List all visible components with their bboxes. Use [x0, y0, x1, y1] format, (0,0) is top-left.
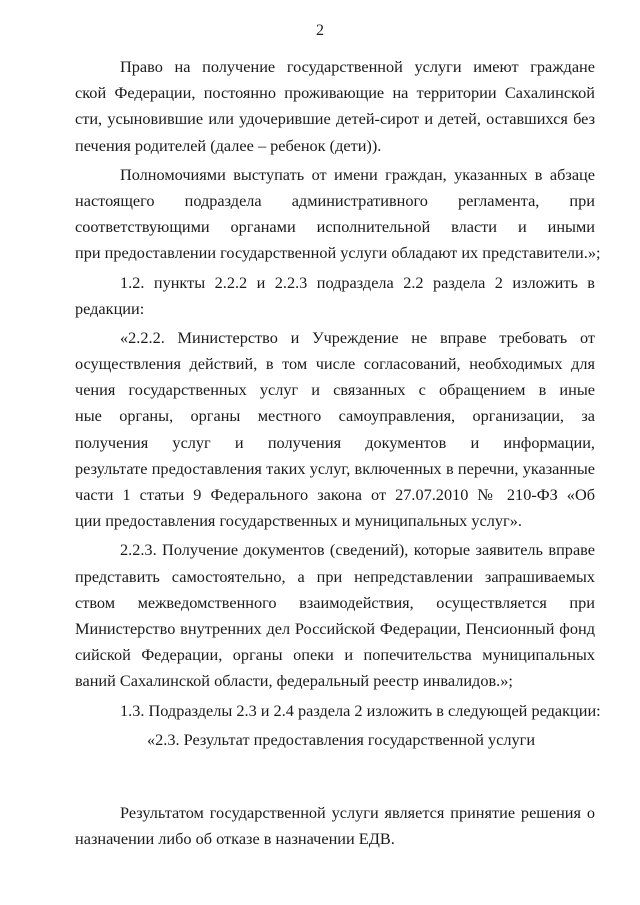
text-line: «2.2.2. Министерство и Учреждение не вправе требовать от	[120, 327, 595, 347]
text-line: получения услуг и получения документов и информации,	[75, 432, 595, 452]
text-line: при предоставлении государственной услуги обладают их представители.»;	[75, 243, 601, 263]
text-line: Министерство внутренних дел Российской Федерации, Пенсионный фонд	[75, 618, 595, 638]
text-line: 1.2. пункты 2.2.2 и 2.2.3 подраздела 2.2 раздела 2 изложить в	[120, 272, 595, 292]
text-line: осуществления действий, в том числе согласований, необходимых для	[75, 354, 595, 374]
document-body	[75, 54, 601, 855]
text-line: части 1 статьи 9 Федерального закона от 27.07.2010 № 210-ФЗ «Об	[75, 485, 595, 504]
paragraph	[75, 537, 595, 694]
text-line: 1.3. Подразделы 2.3 и 2.4 раздела 2 изложить в следующей редакции:	[120, 700, 601, 720]
text-line: ные органы, органы местного самоуправления, организации, за	[75, 406, 595, 426]
text-line: «2.3. Результат предоставления государственной услуги	[147, 729, 536, 749]
spacer	[75, 756, 595, 800]
page-number: 2	[316, 22, 324, 39]
text-line: ской Федерации, постоянно проживающие на территории Сахалинской	[75, 83, 595, 103]
paragraph	[75, 54, 595, 159]
text-line: ваний Сахалинской области, федеральный реестр инвалидов.»;	[75, 671, 513, 691]
text-line: чения государственных услуг и связанных с обращением в иные	[75, 380, 595, 400]
paragraph	[75, 325, 595, 535]
text-line: печения родителей (далее – ребенок (дети)).	[75, 135, 382, 155]
text-line: соответствующими органами исполнительной власти и иными	[75, 217, 595, 237]
text-line: результате предоставления таких услуг, включенных в перечни, указанные	[75, 458, 595, 478]
text-line: представить самостоятельно, а при непредставлении запрашиваемых	[75, 566, 595, 586]
text-line: Результатом государственной услуги является принятие решения о	[120, 802, 595, 822]
text-line: Право на получение государственной услуги имеют граждане	[120, 57, 595, 76]
text-line: сийской Федерации, органы опеки и попечительства муниципальных	[75, 645, 595, 665]
paragraph	[75, 270, 595, 322]
text-line: ции предоставления государственных и муниципальных услуг».	[75, 511, 522, 531]
paragraph	[75, 698, 601, 724]
text-line: 2.2.3. Получение документов (сведений), которые заявитель вправе	[120, 540, 595, 560]
text-line: Полномочиями выступать от имени граждан, указанных в абзаце	[120, 164, 595, 184]
text-line: сти, усыновившие или удочерившие детей-сирот и детей, оставшихся без	[75, 109, 595, 129]
text-line: назначении либо об отказе в назначении ЕДВ.	[75, 829, 395, 849]
paragraph	[75, 727, 595, 753]
text-line: настоящего подраздела административного регламента, при	[75, 190, 595, 210]
paragraph	[75, 162, 601, 267]
text-line: редакции:	[75, 298, 145, 318]
paragraph	[75, 800, 595, 852]
text-line: ством межведомственного взаимодействия, осуществляется при	[75, 592, 595, 612]
